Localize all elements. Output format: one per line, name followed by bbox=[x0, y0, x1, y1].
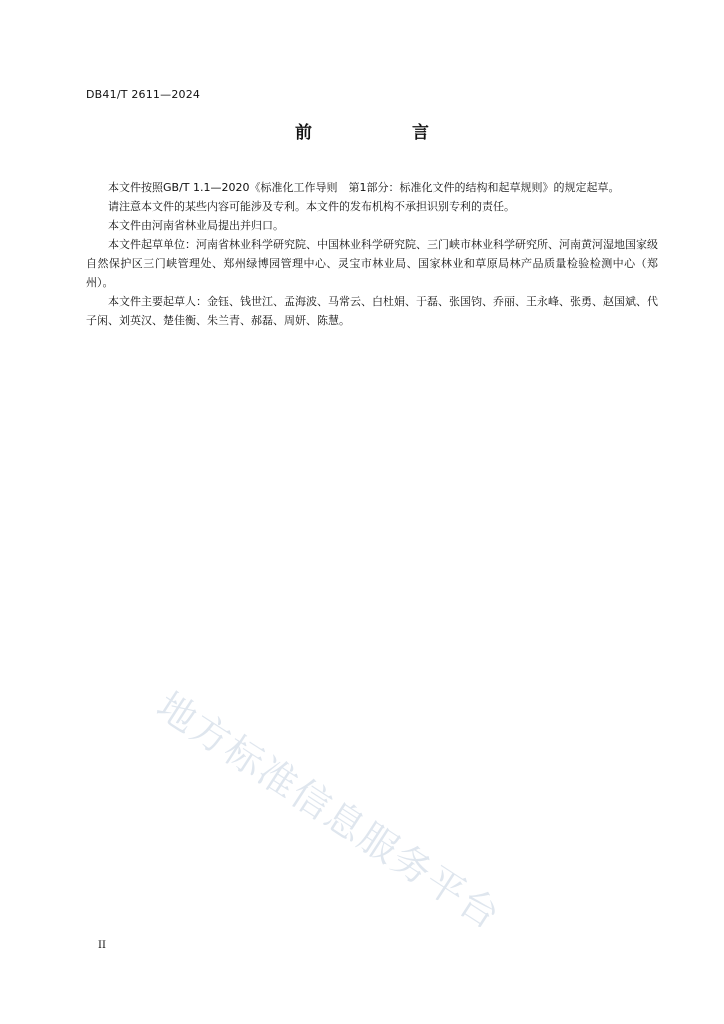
document-code: DB41/T 2611—2024 bbox=[86, 88, 201, 101]
paragraph-proposer: 本文件由河南省林业局提出并归口。 bbox=[108, 219, 284, 232]
paragraph-drafters: 本文件主要起草人：金钰、钱世江、孟海波、马常云、白杜娟、于磊、张国钧、乔丽、王永峰、张勇、赵国斌、代子闲、刘英汉、楚佳衡、朱兰青、郝磊、周妍、陈慧。 bbox=[86, 295, 658, 327]
page-number: II bbox=[98, 940, 106, 951]
watermark: 地方标准信息服务平台 bbox=[149, 683, 509, 939]
foreword-body bbox=[86, 178, 658, 330]
page-title: 前 言 bbox=[295, 123, 451, 143]
paragraph-patent-notice: 请注意本文件的某些内容可能涉及专利。本文件的发布机构不承担识别专利的责任。 bbox=[108, 200, 515, 213]
paragraph-drafting-units: 本文件起草单位：河南省林业科学研究院、中国林业科学研究院、三门峡市林业科学研究所、河南黄河湿地国家级自然保护区三门峡管理处、郑州绿博园管理中心、灵宝市林业局、国家林业和草原局林产品质量检验检测中心（郑州）。 bbox=[86, 238, 658, 289]
paragraph-drafting-rules: 本文件按照GB/T 1.1—2020《标准化工作导则 第1部分：标准化文件的结构和起草规则》的规定起草。 bbox=[108, 181, 620, 194]
